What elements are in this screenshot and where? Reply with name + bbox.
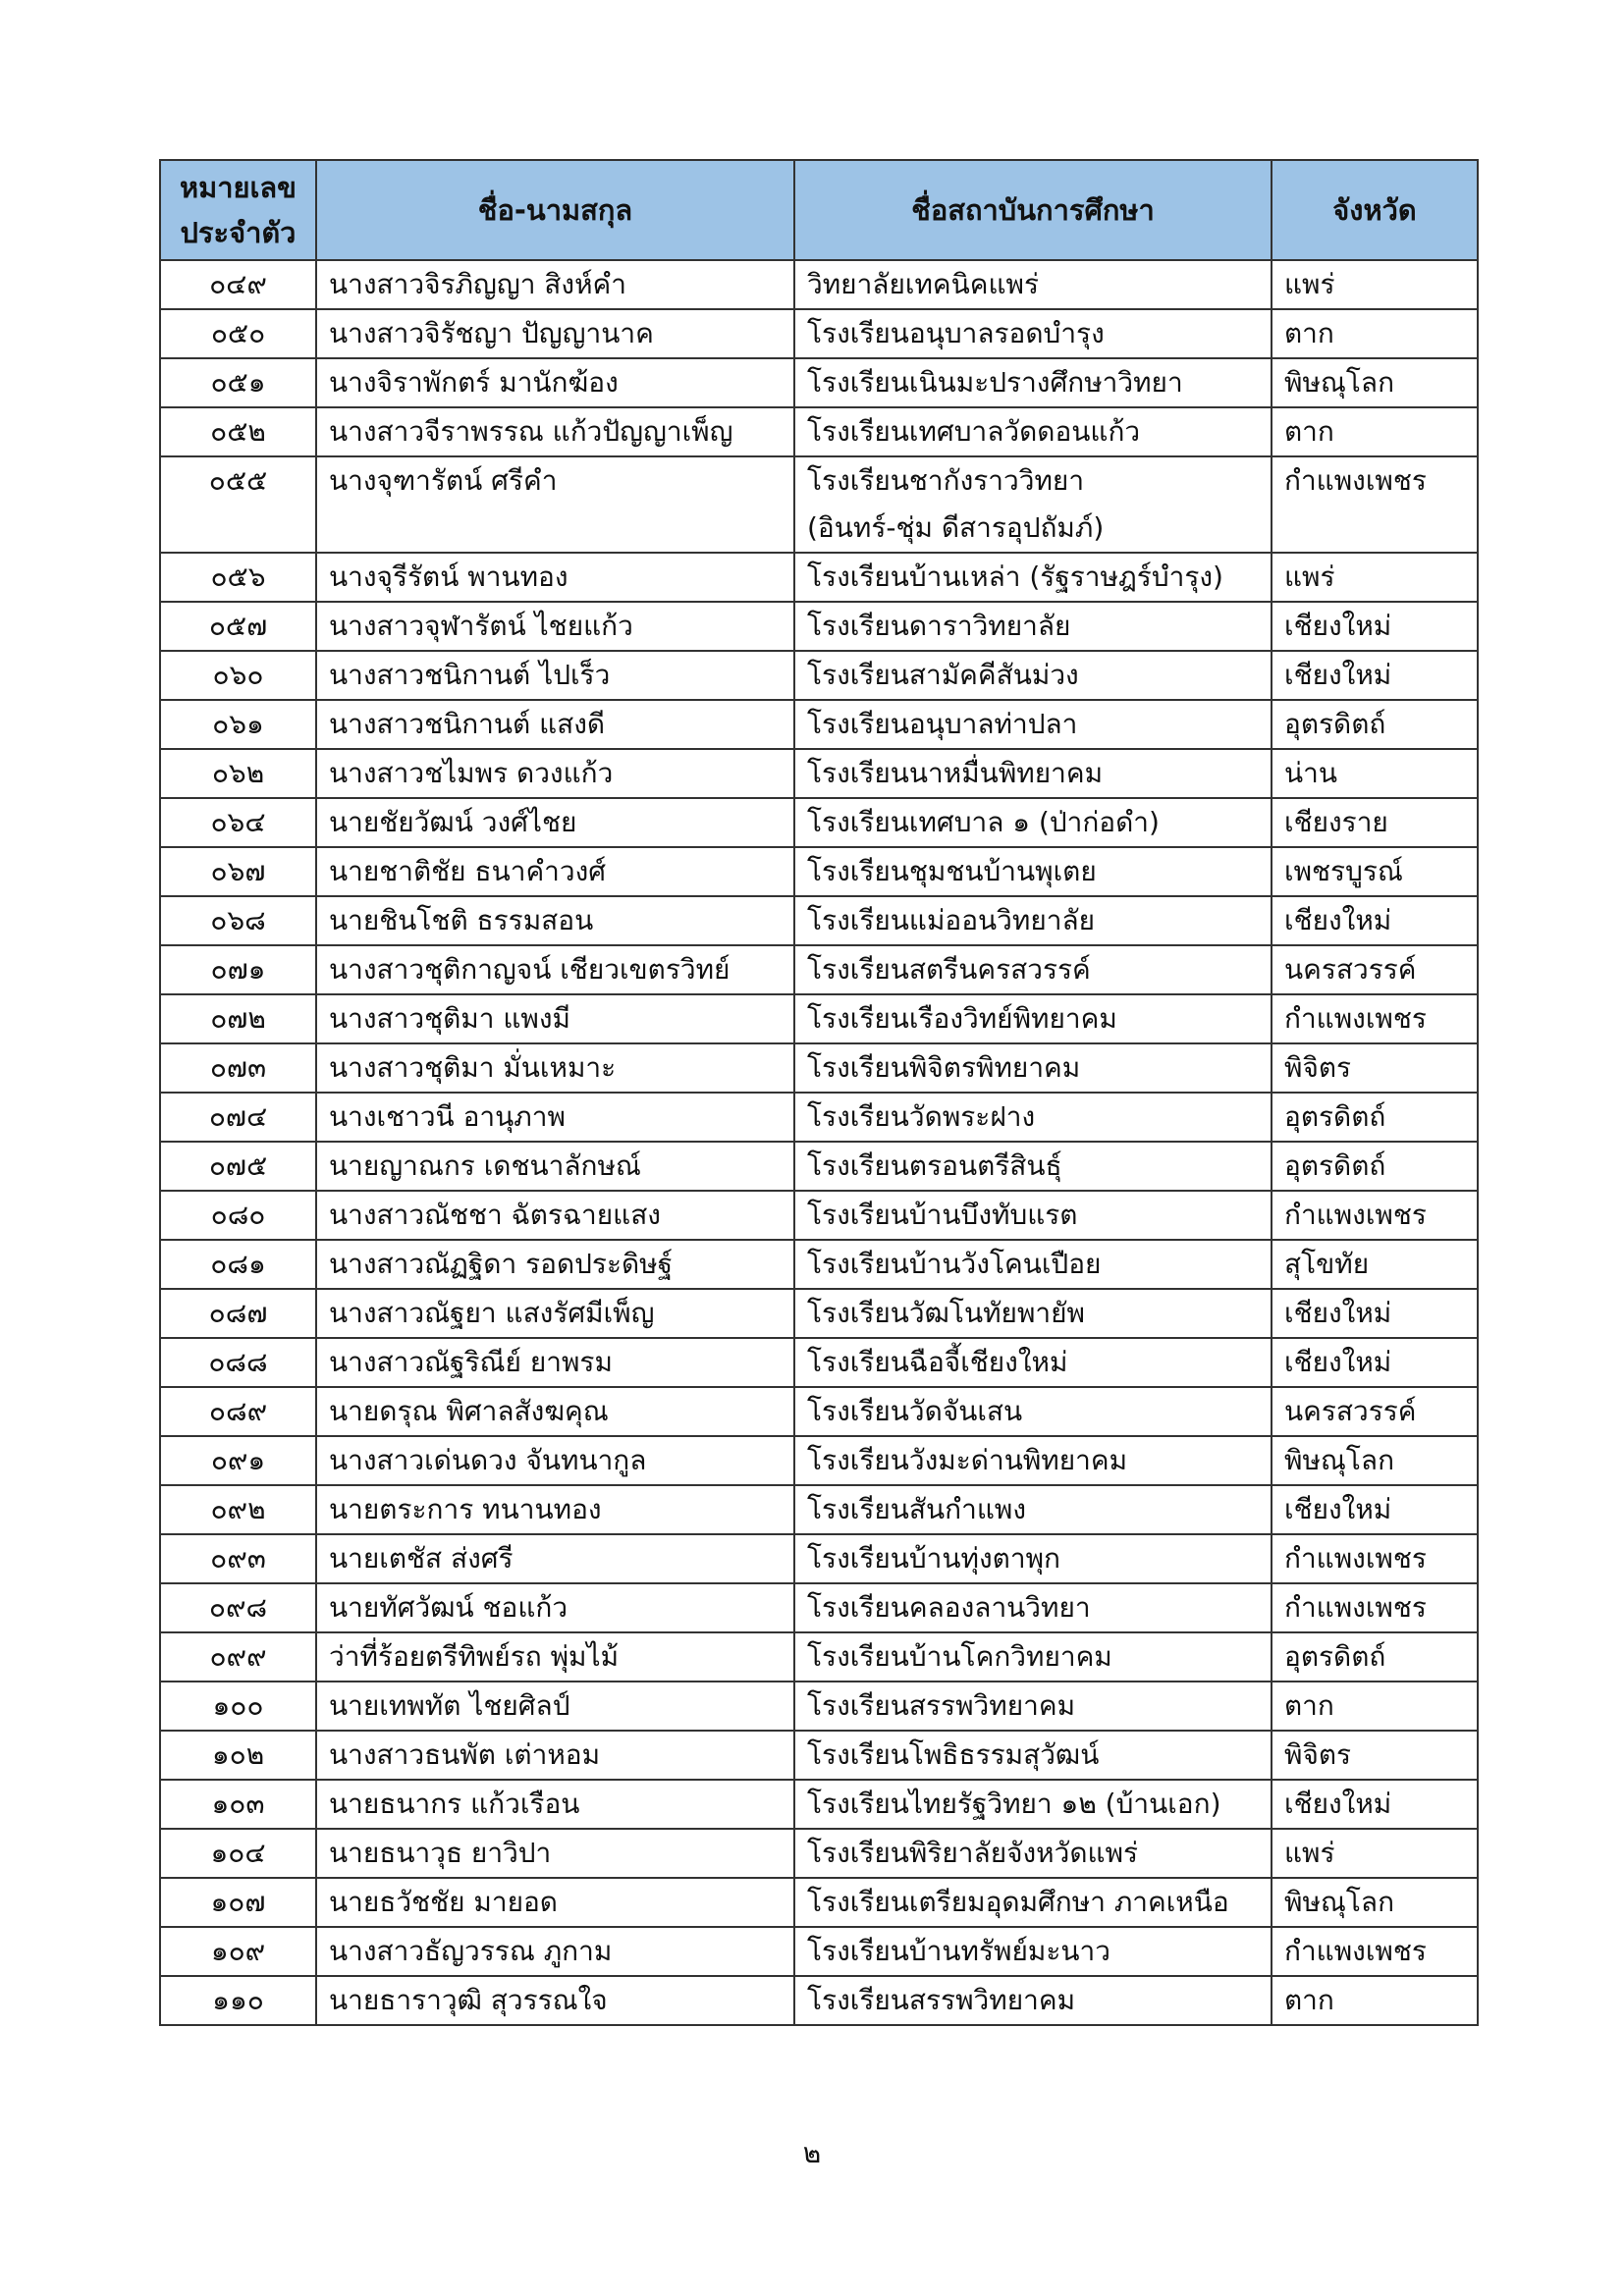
- cell-province: กำแพงเพชร: [1272, 1927, 1478, 1976]
- table-row: [160, 1731, 1478, 1780]
- cell-school: [794, 1436, 1272, 1485]
- table-row: [160, 700, 1478, 749]
- cell-province: เชียงใหม่: [1272, 1338, 1478, 1387]
- cell-name: นายดรุณ พิศาลสังฆคุณ: [316, 1387, 794, 1436]
- table-row: [160, 1682, 1478, 1731]
- cell-school: [794, 260, 1272, 309]
- cell-school: [794, 1240, 1272, 1289]
- school-line: โรงเรียนบ้านทุ่งตาพุก: [807, 1542, 1060, 1575]
- cell-school: [794, 1927, 1272, 1976]
- cell-school: [794, 1682, 1272, 1731]
- cell-name: นางสาวชุติมา แพงมี: [316, 994, 794, 1043]
- table-row: [160, 260, 1478, 309]
- cell-name: นางจุรีรัตน์ พานทอง: [316, 553, 794, 602]
- cell-name: นายธนากร แก้วเรือน: [316, 1780, 794, 1829]
- cell-school: [794, 1976, 1272, 2025]
- cell-id: ๐๘๙: [160, 1387, 316, 1436]
- table-row: [160, 749, 1478, 798]
- cell-name: นายญาณกร เดชนาลักษณ์: [316, 1142, 794, 1191]
- school-line: โรงเรียนฉือจี้เชียงใหม่: [807, 1346, 1068, 1378]
- cell-id: ๐๙๙: [160, 1632, 316, 1682]
- cell-name: นางสาวธัญวรรณ ภูกาม: [316, 1927, 794, 1976]
- table-row: [160, 1976, 1478, 2025]
- cell-name: นางสาวจิรัชญา ปัญญานาค: [316, 309, 794, 358]
- table-row: [160, 945, 1478, 994]
- cell-name: นายชัยวัฒน์ วงศ์ไชย: [316, 798, 794, 847]
- cell-school: [794, 309, 1272, 358]
- cell-name: นายธวัชชัย มายอด: [316, 1878, 794, 1927]
- table-row: [160, 1534, 1478, 1583]
- school-line: โรงเรียนพิริยาลัยจังหวัดแพร่: [807, 1837, 1139, 1869]
- cell-name: นายชาติชัย ธนาคำวงศ์: [316, 847, 794, 896]
- school-line: โรงเรียนอนุบาลรอดบำรุง: [807, 317, 1105, 349]
- cell-province: เชียงใหม่: [1272, 651, 1478, 700]
- cell-id: ๐๖๘: [160, 896, 316, 945]
- table-row: [160, 1485, 1478, 1534]
- school-line: โรงเรียนชากังราววิทยา: [807, 464, 1085, 497]
- table-row: [160, 553, 1478, 602]
- cell-school: [794, 1583, 1272, 1632]
- cell-name: นายธาราวุฒิ สุวรรณใจ: [316, 1976, 794, 2025]
- cell-name: นางจุฑารัตน์ ศรีคำ: [316, 456, 794, 553]
- table-row: [160, 1780, 1478, 1829]
- cell-province: พิษณุโลก: [1272, 358, 1478, 407]
- cell-province: อุตรดิตถ์: [1272, 1632, 1478, 1682]
- cell-school: [794, 602, 1272, 651]
- school-line: โรงเรียนคลองลานวิทยา: [807, 1591, 1091, 1624]
- school-line: โรงเรียนวัฒโนทัยพายัพ: [807, 1297, 1086, 1329]
- table-row: [160, 602, 1478, 651]
- cell-name: นางสาวณัชชา ฉัตรฉายแสง: [316, 1191, 794, 1240]
- cell-name: นางเชาวนี อานุภาพ: [316, 1093, 794, 1142]
- cell-province: น่าน: [1272, 749, 1478, 798]
- cell-province: เชียงใหม่: [1272, 1289, 1478, 1338]
- cell-province: อุตรดิตถ์: [1272, 700, 1478, 749]
- table-row: [160, 847, 1478, 896]
- cell-name: นางสาวชุติมา มั่นเหมาะ: [316, 1043, 794, 1093]
- cell-province: พิจิตร: [1272, 1731, 1478, 1780]
- table-row: [160, 1632, 1478, 1682]
- table-row: [160, 651, 1478, 700]
- cell-school: [794, 1289, 1272, 1338]
- cell-school: [794, 1829, 1272, 1878]
- cell-school: [794, 1142, 1272, 1191]
- cell-province: แพร่: [1272, 260, 1478, 309]
- table-row: [160, 1829, 1478, 1878]
- page-number: ๒: [802, 2137, 822, 2169]
- cell-province: ตาก: [1272, 1682, 1478, 1731]
- cell-name: นายเตชัส ส่งศรี: [316, 1534, 794, 1583]
- cell-province: ตาก: [1272, 407, 1478, 456]
- cell-school: [794, 1191, 1272, 1240]
- table-row: [160, 896, 1478, 945]
- cell-name: นางสาวณัฐริณีย์ ยาพรม: [316, 1338, 794, 1387]
- cell-school: [794, 1093, 1272, 1142]
- cell-id: ๐๙๘: [160, 1583, 316, 1632]
- cell-name: นายเทพทัต ไชยศิลป์: [316, 1682, 794, 1731]
- cell-id: ๐๖๔: [160, 798, 316, 847]
- cell-school: [794, 456, 1272, 553]
- school-line: โรงเรียนแม่ออนวิทยาลัย: [807, 904, 1096, 936]
- school-line: โรงเรียนไทยรัฐวิทยา ๑๒ (บ้านเอก): [807, 1788, 1221, 1820]
- table-body: [160, 260, 1478, 2025]
- cell-name: นายตระการ ทนานทอง: [316, 1485, 794, 1534]
- cell-id: ๑๑๐: [160, 1976, 316, 2025]
- school-line: โรงเรียนบ้านโคกวิทยาคม: [807, 1640, 1112, 1673]
- roster-table: [159, 159, 1479, 2026]
- cell-id: ๐๙๑: [160, 1436, 316, 1485]
- cell-id: ๐๗๑: [160, 945, 316, 994]
- cell-id: ๐๘๐: [160, 1191, 316, 1240]
- cell-province: อุตรดิตถ์: [1272, 1142, 1478, 1191]
- cell-province: ตาก: [1272, 309, 1478, 358]
- cell-school: [794, 1534, 1272, 1583]
- school-line: โรงเรียนบ้านวังโคนเปือย: [807, 1248, 1102, 1280]
- cell-school: [794, 798, 1272, 847]
- cell-name: นางสาวจุฬารัตน์ ไชยแก้ว: [316, 602, 794, 651]
- school-line: โรงเรียนพิจิตรพิทยาคม: [807, 1051, 1081, 1084]
- cell-school: [794, 651, 1272, 700]
- cell-name: นางสาวชนิกานต์ แสงดี: [316, 700, 794, 749]
- cell-name: นางสาวจีราพรรณ แก้วปัญญาเพ็ญ: [316, 407, 794, 456]
- school-line: โรงเรียนชุมชนบ้านพุเตย: [807, 855, 1097, 887]
- school-line: โรงเรียนบ้านบึงทับแรต: [807, 1199, 1078, 1231]
- cell-school: [794, 896, 1272, 945]
- table-row: [160, 309, 1478, 358]
- table-row: [160, 1583, 1478, 1632]
- table-row: [160, 798, 1478, 847]
- cell-province: สุโขทัย: [1272, 1240, 1478, 1289]
- cell-name: นางสาวณัฐยา แสงรัศมีเพ็ญ: [316, 1289, 794, 1338]
- cell-school: [794, 847, 1272, 896]
- school-line: วิทยาลัยเทคนิคแพร่: [807, 268, 1040, 300]
- school-line: โรงเรียนบ้านทรัพย์มะนาว: [807, 1935, 1110, 1967]
- table-row: [160, 1436, 1478, 1485]
- school-line: โรงเรียนอนุบาลท่าปลา: [807, 708, 1078, 740]
- cell-school: [794, 407, 1272, 456]
- table-row: [160, 1191, 1478, 1240]
- cell-school: [794, 1731, 1272, 1780]
- cell-id: ๐๙๒: [160, 1485, 316, 1534]
- table-row: [160, 994, 1478, 1043]
- cell-school: [794, 1878, 1272, 1927]
- cell-name: นางสาวเด่นดวง จันทนากูล: [316, 1436, 794, 1485]
- cell-id: ๐๘๘: [160, 1338, 316, 1387]
- school-line: โรงเรียนตรอนตรีสินธุ์: [807, 1149, 1062, 1182]
- table-row: [160, 1289, 1478, 1338]
- cell-name: นางสาวธนพัต เต่าหอม: [316, 1731, 794, 1780]
- cell-id: ๑๐๔: [160, 1829, 316, 1878]
- cell-province: นครสวรรค์: [1272, 945, 1478, 994]
- table-row: [160, 1878, 1478, 1927]
- cell-province: กำแพงเพชร: [1272, 994, 1478, 1043]
- cell-province: กำแพงเพชร: [1272, 456, 1478, 553]
- cell-province: พิจิตร: [1272, 1043, 1478, 1093]
- cell-id: ๐๖๗: [160, 847, 316, 896]
- school-line: โรงเรียนเทศบาลวัดดอนแก้ว: [807, 415, 1141, 448]
- table-row: [160, 1338, 1478, 1387]
- cell-id: ๐๕๐: [160, 309, 316, 358]
- cell-school: [794, 1632, 1272, 1682]
- school-line: โรงเรียนเตรียมอุดมศึกษา ภาคเหนือ: [807, 1886, 1229, 1918]
- cell-id: ๐๗๕: [160, 1142, 316, 1191]
- school-line: (อินทร์-ชุ่ม ดีสารอุปถัมภ์): [807, 511, 1105, 544]
- cell-province: กำแพงเพชร: [1272, 1534, 1478, 1583]
- cell-id: ๐๕๒: [160, 407, 316, 456]
- cell-province: เชียงใหม่: [1272, 896, 1478, 945]
- cell-school: [794, 1780, 1272, 1829]
- cell-name: นายทัศวัฒน์ ชอแก้ว: [316, 1583, 794, 1632]
- cell-province: กำแพงเพชร: [1272, 1583, 1478, 1632]
- table-row: [160, 407, 1478, 456]
- table-row: [160, 358, 1478, 407]
- table-row: [160, 456, 1478, 553]
- cell-province: นครสวรรค์: [1272, 1387, 1478, 1436]
- cell-id: ๑๐๐: [160, 1682, 316, 1731]
- table-row: [160, 1240, 1478, 1289]
- table-row: [160, 1387, 1478, 1436]
- cell-name: นางสาวจิรภิญญา สิงห์คำ: [316, 260, 794, 309]
- cell-name: นายชินโชติ ธรรมสอน: [316, 896, 794, 945]
- school-line: โรงเรียนเนินมะปรางศึกษาวิทยา: [807, 366, 1183, 399]
- school-line: โรงเรียนสรรพวิทยาคม: [807, 1984, 1076, 2016]
- school-line: โรงเรียนสรรพวิทยาคม: [807, 1689, 1076, 1722]
- header-school: ชื่อสถาบันการศึกษา: [794, 160, 1272, 260]
- cell-id: ๐๕๕: [160, 456, 316, 553]
- cell-id: ๑๐๗: [160, 1878, 316, 1927]
- cell-id: ๑๐๓: [160, 1780, 316, 1829]
- cell-school: [794, 553, 1272, 602]
- cell-id: ๐๘๑: [160, 1240, 316, 1289]
- cell-school: [794, 1338, 1272, 1387]
- cell-id: ๐๕๑: [160, 358, 316, 407]
- cell-id: ๐๕๖: [160, 553, 316, 602]
- cell-id: ๐๙๓: [160, 1534, 316, 1583]
- header-name: ชื่อ-นามสกุล: [316, 160, 794, 260]
- school-line: โรงเรียนดาราวิทยาลัย: [807, 610, 1071, 642]
- cell-id: ๐๘๗: [160, 1289, 316, 1338]
- cell-name: นายธนาวุธ ยาวิปา: [316, 1829, 794, 1878]
- cell-name: ว่าที่ร้อยตรีทิพย์รถ พุ่มไม้: [316, 1632, 794, 1682]
- cell-school: [794, 945, 1272, 994]
- cell-id: ๐๗๔: [160, 1093, 316, 1142]
- cell-school: [794, 358, 1272, 407]
- cell-province: เชียงใหม่: [1272, 1485, 1478, 1534]
- cell-school: [794, 1387, 1272, 1436]
- cell-school: [794, 1043, 1272, 1093]
- cell-id: ๐๖๒: [160, 749, 316, 798]
- cell-school: [794, 1485, 1272, 1534]
- cell-province: แพร่: [1272, 553, 1478, 602]
- cell-id: ๐๕๗: [160, 602, 316, 651]
- table-row: [160, 1093, 1478, 1142]
- cell-province: ตาก: [1272, 1976, 1478, 2025]
- table-row: [160, 1927, 1478, 1976]
- school-line: โรงเรียนสันกำแพง: [807, 1493, 1026, 1525]
- cell-province: แพร่: [1272, 1829, 1478, 1878]
- school-line: โรงเรียนสามัคคีสันม่วง: [807, 659, 1079, 691]
- cell-province: เพชรบูรณ์: [1272, 847, 1478, 896]
- cell-name: นางจิราพักตร์ มานักฆ้อง: [316, 358, 794, 407]
- table-header-row: [160, 160, 1478, 260]
- cell-province: เชียงใหม่: [1272, 1780, 1478, 1829]
- header-id: หมายเลข ประจำตัว: [160, 160, 316, 260]
- school-line: โรงเรียนวัดพระฝาง: [807, 1100, 1036, 1133]
- cell-province: พิษณุโลก: [1272, 1436, 1478, 1485]
- school-line: โรงเรียนนาหมื่นพิทยาคม: [807, 757, 1104, 789]
- school-line: โรงเรียนโพธิธรรมสุวัฒน์: [807, 1738, 1100, 1771]
- cell-province: พิษณุโลก: [1272, 1878, 1478, 1927]
- table-row: [160, 1142, 1478, 1191]
- cell-id: ๐๔๙: [160, 260, 316, 309]
- school-line: โรงเรียนบ้านเหล่า (รัฐราษฎร์บำรุง): [807, 561, 1223, 593]
- cell-id: ๐๖๐: [160, 651, 316, 700]
- school-line: โรงเรียนวังมะด่านพิทยาคม: [807, 1444, 1128, 1476]
- cell-province: กำแพงเพชร: [1272, 1191, 1478, 1240]
- cell-name: นางสาวณัฏฐิดา รอดประดิษฐ์: [316, 1240, 794, 1289]
- cell-id: ๑๐๙: [160, 1927, 316, 1976]
- header-province: จังหวัด: [1272, 160, 1478, 260]
- cell-id: ๐๖๑: [160, 700, 316, 749]
- school-line: โรงเรียนวัดจันเสน: [807, 1395, 1023, 1427]
- cell-id: ๐๗๒: [160, 994, 316, 1043]
- cell-province: อุตรดิตถ์: [1272, 1093, 1478, 1142]
- cell-name: นางสาวชไมพร ดวงแก้ว: [316, 749, 794, 798]
- school-line: โรงเรียนสตรีนครสวรรค์: [807, 953, 1091, 986]
- roster-table-container: [159, 159, 1477, 2026]
- school-line: โรงเรียนเทศบาล ๑ (ป่าก่อดำ): [807, 806, 1160, 838]
- cell-province: เชียงราย: [1272, 798, 1478, 847]
- cell-school: [794, 749, 1272, 798]
- table-row: [160, 1043, 1478, 1093]
- cell-id: ๐๗๓: [160, 1043, 316, 1093]
- cell-name: นางสาวชนิกานต์ ไปเร็ว: [316, 651, 794, 700]
- cell-name: นางสาวชุติกาญจน์ เชียวเขตรวิทย์: [316, 945, 794, 994]
- cell-school: [794, 994, 1272, 1043]
- school-line: โรงเรียนเรืองวิทย์พิทยาคม: [807, 1002, 1117, 1035]
- cell-province: เชียงใหม่: [1272, 602, 1478, 651]
- cell-id: ๑๐๒: [160, 1731, 316, 1780]
- cell-school: [794, 700, 1272, 749]
